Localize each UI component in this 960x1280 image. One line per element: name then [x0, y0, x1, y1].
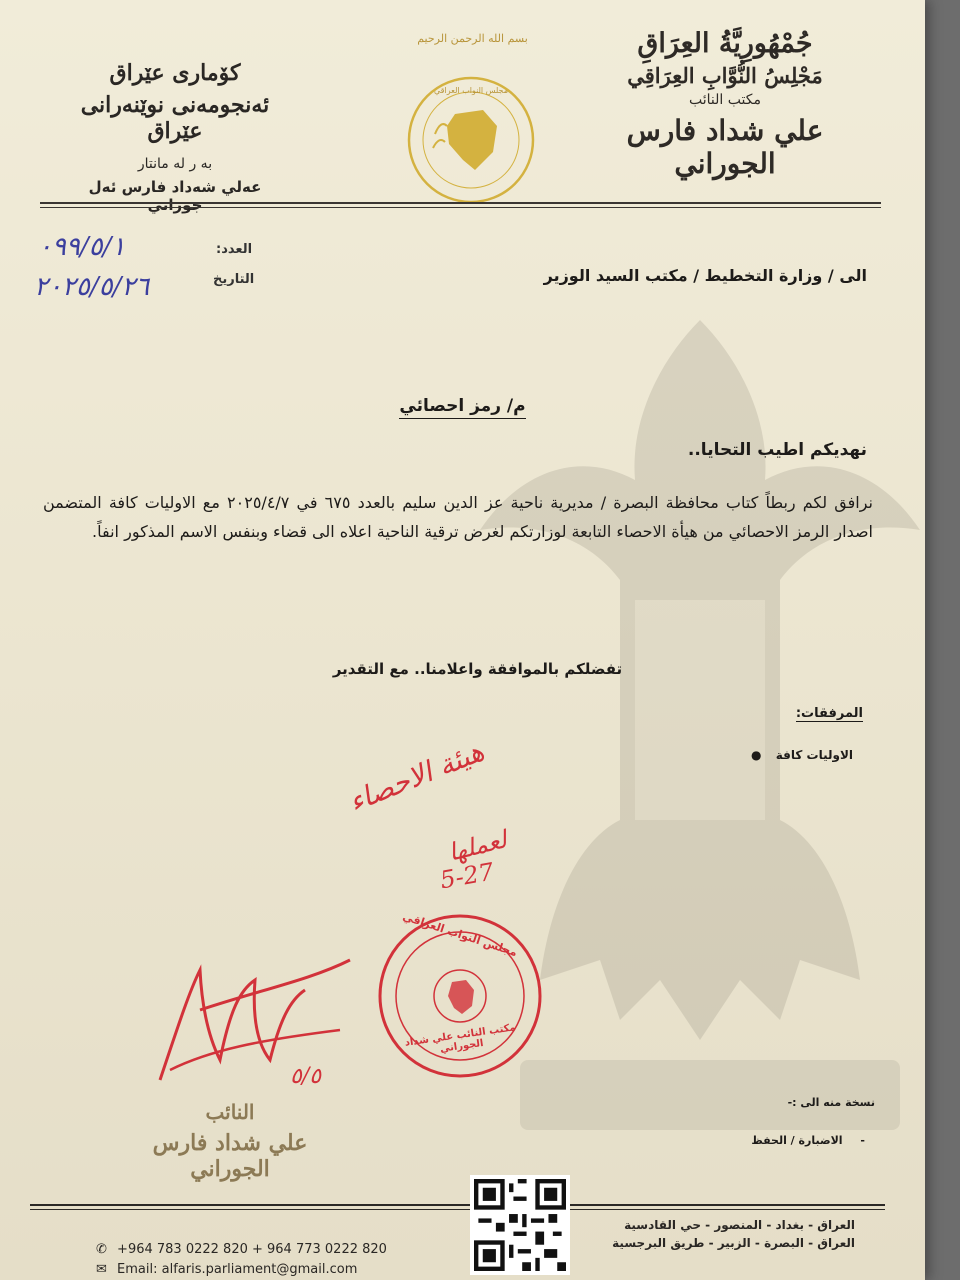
footer-rule-thin — [30, 1209, 885, 1210]
copies-item — [751, 1134, 865, 1147]
attachment-item — [751, 748, 853, 762]
address-baghdad: العراق - بغداد - المنصور - حي القادسية — [624, 1218, 855, 1232]
council-title-ku: ئه‌نجومه‌نی نوێنه‌رانی عێراق — [80, 92, 270, 144]
handwritten-note-action: لعملها — [445, 825, 510, 867]
mp-name-ar: علي شداد فارس الجوراني — [626, 114, 824, 180]
greeting: نهديكم اطيب التحايا.. — [687, 440, 867, 460]
handwritten-note-statistics: هيئة الاحصاء — [344, 734, 489, 819]
bullet-icon: ● — [751, 748, 762, 762]
header-rule-thin — [40, 207, 881, 208]
stamp-ring-text: مجلس النواب العراقي — [401, 909, 519, 960]
date-label: التاريخ — [213, 272, 255, 287]
emblem-caption: مجلس النواب العراقي — [434, 86, 508, 95]
phone-numbers: +964 783 0222 820 + 964 773 0222 820 — [117, 1242, 387, 1257]
council-title-ar: مَجْلِسُ النُّوَّابِ العِرَاقِي — [627, 63, 823, 88]
copies-label: نسخة منه الى :- — [787, 1096, 875, 1109]
attachments-label: المرفقات: — [795, 706, 863, 721]
footer-contact — [96, 1240, 387, 1280]
closing-line: تفضلكم بالموافقة واعلامنا.. مع التقدير — [332, 660, 623, 678]
footer-rule — [30, 1204, 885, 1206]
kurdish-header — [60, 60, 290, 214]
email-icon: ✉ — [96, 1262, 107, 1277]
number-value: ٠٩٩/٥/١ — [38, 232, 126, 262]
handwritten-signature — [140, 950, 370, 1100]
signatory-name: علي شداد فارس الجوراني — [152, 1130, 308, 1182]
signature-mark: ٥/٥ — [290, 1064, 322, 1089]
signature-block — [120, 1100, 340, 1182]
email-address: Email: alfaris.parliament@gmail.com — [117, 1262, 358, 1277]
mp-title-ku: به‌ ر له‌ مانتار — [137, 156, 213, 172]
phone-icon: ✆ — [96, 1242, 107, 1257]
subject-text: م/ رمز احصائي — [399, 396, 525, 419]
attachment-item-text: الاوليات كافة — [775, 748, 853, 762]
letter-body: نرافق لكم ربطاً كتاب محافظة البصرة / مديرية ناحية عز الدين سليم بالعدد ٦٧٥ في ٢٠٢٥/٤/٧ مع الاوليات كافة المتضمن اصدار الرمز الاحصائي من هيأة الاحصاء التابعة لوزارتكم لغرض ترقية الناحية اعلاه الى قضاء وبنفس الاسم المذكور انفاً. — [43, 493, 874, 541]
signatory-title: النائب — [205, 1100, 255, 1124]
date-value: ٢٠٢٥/٥/٢٦ — [34, 272, 150, 302]
handwritten-note-date: 5-27 — [437, 857, 496, 895]
header-rule — [40, 202, 881, 204]
office-title-ar: مكتب النائب — [689, 92, 761, 108]
copies-dash-icon: - — [860, 1134, 865, 1147]
number-label: العدد: — [216, 242, 253, 257]
arabic-header — [595, 28, 855, 180]
copies-item-text: الاضبارة / الحفظ — [751, 1134, 843, 1147]
mp-name-ku: عه‌لي شه‌داد فارس ئه‌ل جوراني — [88, 178, 262, 214]
basmala: بسم الله الرحمن الرحيم — [417, 32, 528, 45]
phone-line — [96, 1240, 387, 1260]
stamp-inner-text: مكتب النائب علي شداد الجوراني — [404, 1022, 517, 1055]
republic-title-ar: جُمْهُورِيَّةُ العِرَاقِ — [637, 28, 813, 59]
address-basra: العراق - البصرة - الزبير - طريق البرجسية — [612, 1236, 855, 1250]
email-line — [96, 1260, 387, 1280]
footer-address — [612, 1216, 855, 1252]
subject-line — [0, 396, 925, 416]
republic-title-ku: كۆماری عێراق — [109, 60, 241, 86]
qr-code-icon — [470, 1175, 570, 1275]
recipient-line: الى / وزارة التخطيط / مكتب السيد الوزير — [543, 266, 867, 285]
